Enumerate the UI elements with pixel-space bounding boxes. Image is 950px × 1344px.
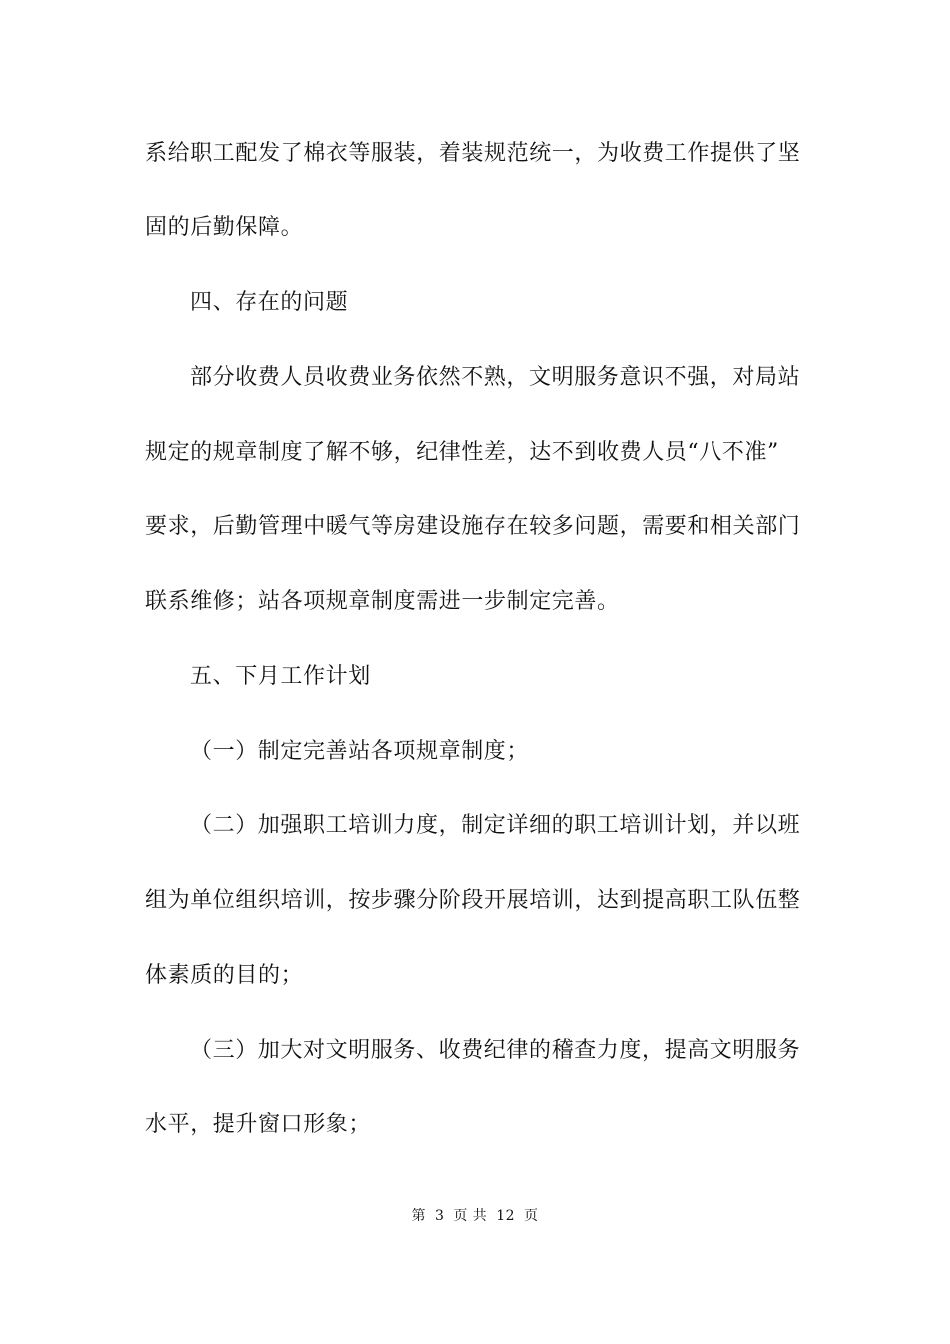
footer-suffix: 页 — [524, 1208, 539, 1224]
paragraph-line: 部分收费人员收费业务依然不熟，文明服务意识不强，对局站 — [190, 365, 801, 390]
paragraph-line: 体素质的目的； — [145, 963, 304, 988]
paragraph-line: 固的后勤保障。 — [145, 215, 304, 240]
paragraph-line: 要求，后勤管理中暖气等房建设施存在较多问题，需要和相关部门 — [145, 514, 801, 539]
paragraph-line: 组为单位组织培训，按步骤分阶段开展培训，达到提高职工队伍整 — [145, 888, 801, 913]
page-footer — [0, 1206, 950, 1226]
total-page-number: 12 — [496, 1208, 516, 1224]
paragraph-line: 系给职工配发了棉衣等服装，着装规范统一，为收费工作提供了坚 — [145, 141, 801, 166]
paragraph-line: 规定的规章制度了解不够，纪律性差，达不到收费人员“八不准” — [145, 440, 779, 465]
paragraph-line: 联系维修；站各项规章制度需进一步制定完善。 — [145, 589, 620, 614]
footer-middle: 页 共 — [453, 1208, 488, 1224]
section-heading: 五、下月工作计划 — [190, 664, 371, 689]
list-item: （一）制定完善站各项规章制度； — [190, 739, 530, 764]
current-page-number: 3 — [434, 1208, 445, 1224]
list-item: （二）加强职工培训力度，制定详细的职工培训计划，并以班 — [190, 813, 801, 838]
footer-prefix: 第 — [411, 1208, 426, 1224]
section-heading: 四、存在的问题 — [190, 290, 349, 315]
paragraph-line: 水平，提升窗口形象； — [145, 1112, 372, 1137]
list-item: （三）加大对文明服务、收费纪律的稽查力度，提高文明服务 — [190, 1038, 801, 1063]
